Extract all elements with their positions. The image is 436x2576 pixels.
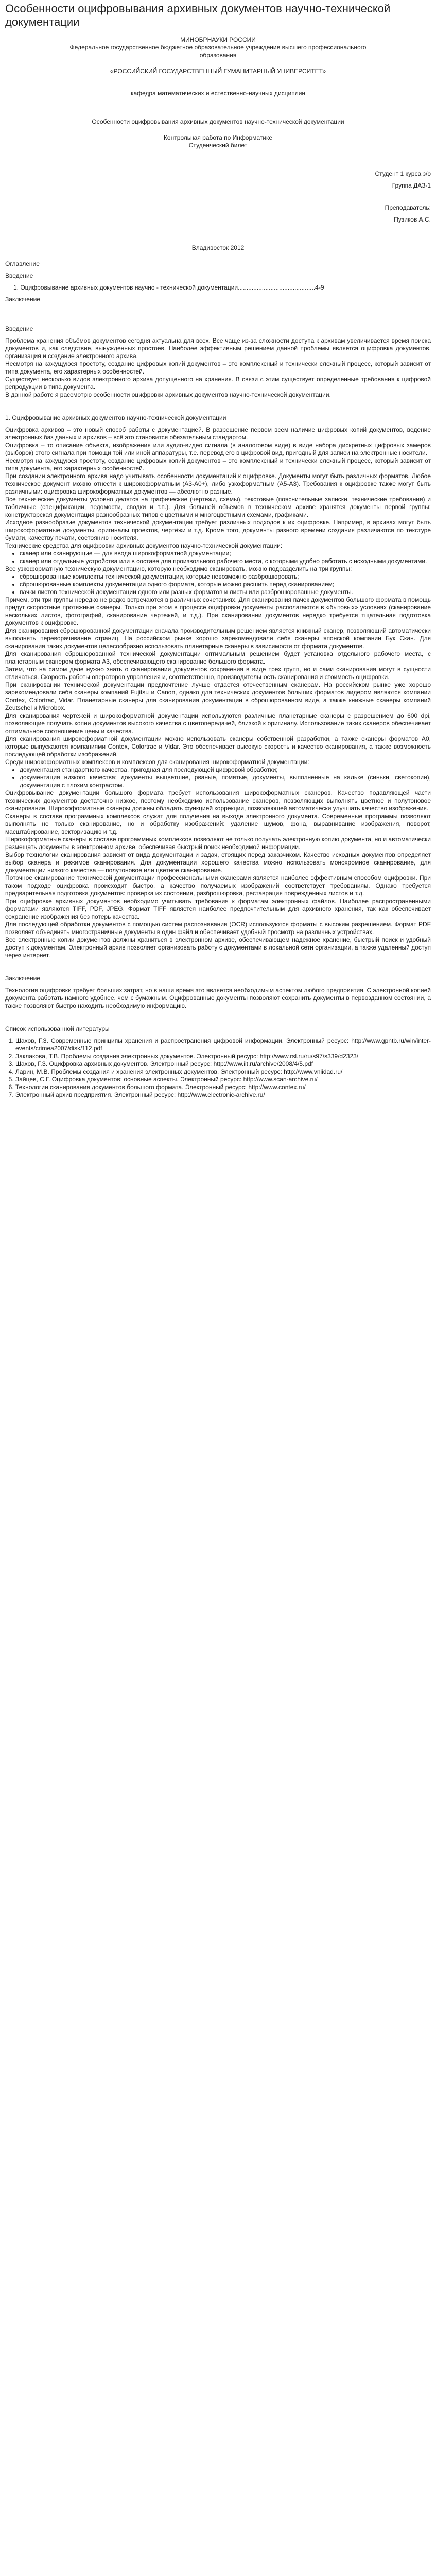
section-paragraph: Оцифровывание документации большого формата требует использования широкоформатных сканеров. Качество подавляющей части технических документов достаточно низкое, поэтому необходимо использование сканеров, позволяющих выполнять цветное и полутоновое сканирование. Широкоформатные сканеры должны обладать функцией коррекции, позволяющей автоматически улучшать качество изображения. bbox=[5, 789, 431, 812]
teacher-label: Преподаватель: bbox=[385, 204, 431, 211]
toc-item bbox=[13, 284, 431, 292]
section-paragraph: Несмотря на кажущуюся простоту, создание цифровых копий документов – это комплексный и технически сложный процесс, который зависит от типа документа, его характерных особенностей. bbox=[5, 457, 431, 472]
list-item: • сброшюрованные комплекты технической документации, которые невозможно разброшюровать; bbox=[20, 573, 431, 581]
reference-item: 1. Шахов, Г.З. Современные принципы хранения и распространения цифровой информации. Электронный ресурс: http://www.gpntb.ru/win/inter-events/crimea2007/disk/112.pdf bbox=[15, 1037, 431, 1053]
intro-paragraph: Несмотря на кажущуюся простоту, создание цифровых копий документов – это комплексный и технически сложный процесс, который зависит от типа документа, его характерных особенностей. bbox=[5, 360, 431, 375]
section-paragraph: При оцифровке архивных документов необходимо учитывать требования к форматам электронных файлов. Наиболее распространенными форматами являются TIFF, PDF, JPEG. Формат TIFF является наиболее предпочтительным для архивного хранения, так как обеспечивает сохранение изображения без потерь качества. bbox=[5, 897, 431, 920]
section-paragraph: Технические средства для оцифровки архивных документов научно-технической документации: bbox=[5, 542, 283, 549]
reference-item: 4. Ларин, М.В. Проблемы создания и хранения электронных документов. Электронный ресурс: http://www.vniidad.ru/ bbox=[15, 1068, 431, 1076]
teacher-name: Пузиков А.С. bbox=[394, 216, 431, 223]
section-paragraph: Оцифровка – то описание объекта, изображения или аудио-видео сигнала (в аналоговом виде) в виде набора дискретных цифровых замеров (выборок) этого сигнала при помощи той или иной аппаратуры, т.е. перевод его в цифровой вид, пригодный для записи на электронные носители. bbox=[5, 442, 431, 456]
work-type: Контрольная работа по Информатике bbox=[163, 134, 273, 141]
list-item: • сканер или сканирующие — для ввода широкоформатной документации; bbox=[20, 550, 431, 557]
student-ticket: Студенческий билет bbox=[188, 142, 248, 149]
intro-heading: Введение bbox=[5, 325, 33, 332]
list-item: • документация стандартного качества, пригодная для последующей цифровой обработки; bbox=[20, 766, 431, 774]
section-paragraph: Затем, что на самом деле нужно знать о сканировании документов сохранения в виде трех групп, но и сами сканирования могут в сущности отличаться. Скорость работы операторов управления и, соответственно, производительность сканирования и стоимость оцифровки. bbox=[5, 666, 431, 681]
toc-intro: Введение bbox=[5, 272, 33, 279]
section-paragraph: Для сканирования широкоформатной документации можно использовать сканеры собственной разработки, а также сканеры форматов A0, которые выпускаются компаниями Contex, Colortrac и Vidar. Это обеспечивает высокую скорость и качество сканирования, а также возможность последующей обработки изображений. bbox=[5, 735, 431, 758]
section-paragraph: При сканировании технической документации предпочтение лучше отдается отечественным сканерам. На российском рынке уже хорошо зарекомендовали себя сканеры компаний Fujitsu и Canon, однако для технических документов больших форматов лидером являются компании Contex, Colortrac, Vidar. Планетарные сканеры для сканирования документации в сброшюрованном виде, а также книжные сканеры компаний Zeutschel и Microbox. bbox=[5, 681, 431, 711]
reference-item: 5. Зайцев, С.Г. Оцифровка документов: основные аспекты. Электронный ресурс: http://www.scan-archive.ru/ bbox=[15, 1076, 431, 1083]
section-paragraph: Широкоформатные сканеры в составе программных комплексов позволяют не только получать электронную копию документа, но и автоматически размещать документы в электронном архиве, обеспечивая быстрый поиск необходимой информации. bbox=[5, 836, 431, 851]
document-page bbox=[0, 2, 436, 1107]
main-section bbox=[5, 414, 431, 959]
section-paragraph: Оцифровка архивов – это новый способ работы с документацией. В разрешение первом всем наличие цифровых копий документов, ведение электронных баз данных и архивов – всё это становится обязательным стандартом. bbox=[5, 426, 431, 441]
section-paragraph: Среди широкоформатных комплексов и комплексов для сканирования широкоформатной документации: bbox=[5, 758, 309, 766]
section-paragraph: Все электронные копии документов должны храниться в электронном архиве, обеспечивающем надежное хранение, быстрый поиск и удобный доступ к документам. Электронный архив позволяет организовать работу с документами в локальной сети организации, а также удаленный доступ через интернет. bbox=[5, 936, 431, 959]
list-item: • сброшюрованные комплекты документации одного формата, которые можно расшить перед сканированием; bbox=[20, 581, 431, 588]
city-year: Владивосток 2012 bbox=[191, 244, 245, 251]
section-paragraph: Для последующей обработки документов с помощью систем распознавания (OCR) используются форматы с высоким разрешением. Формат PDF позволяет объединять многостраничные документы в один файл и обеспечивает удобный просмотр на различных устройствах. bbox=[5, 921, 431, 936]
toc-item-text: 1. Оцифровывание архивных документов научно - технической документации.............................................4-9 bbox=[13, 284, 324, 291]
list-item: • пачки листов технической документации одного или разных форматов и листы или разброшюрованные документы. bbox=[20, 588, 431, 596]
toc-heading: Оглавление bbox=[5, 260, 40, 267]
document-groups-list bbox=[20, 573, 431, 596]
conclusion-section bbox=[5, 975, 431, 1010]
student-course: Студент 1 курса з/о bbox=[375, 170, 431, 177]
reference-item: 7. Электронный архив предприятия. Электронный ресурс: http://www.electronic-archive.ru/ bbox=[15, 1091, 431, 1099]
section-paragraph: Для сканирования чертежей и широкоформатной документации используются различные планетарные сканеры с разрешением до 600 dpi, позволяющие получать копии документов высокого качества с цветопередачей, близкой к оригиналу. Использование таких сканеров обеспечивает оптимальное соотношение цены и качества. bbox=[5, 712, 431, 735]
ministry: МИНОБРНАУКИ РОССИИ bbox=[180, 36, 256, 43]
section-paragraph: Все технические документы условно делятся на графические (чертежи, схемы), текстовые (пояснительные записки, технические требования) и табличные (спецификации, ведомости, сводки и т.п.). Для большей объёмов в техническом архиве хранятся документы первой группы: конструкторская документация разнообразных типов с цветными и многоцветными схемами, графиками. bbox=[5, 496, 431, 518]
intro-paragraph: Проблема хранения объёмов документов сегодня актуальна для всех. Все чаще из-за сложности доступа к архивам увеличивается время поиска документов и, как следствие, вынужденных простоев. Наиболее эффективным решением данной проблемы является оцифровка документов, организация и создание электронного архива. bbox=[5, 337, 431, 360]
references-section bbox=[5, 1025, 431, 1099]
reference-item: 2. Заклакова, Т.В. Проблемы создания электронных документов. Электронный ресурс: http://www.rsl.ru/ru/s97/s339/d2323/ bbox=[15, 1053, 431, 1060]
page-title: Особенности оцифровывания архивных документов научно-технической документации bbox=[5, 2, 391, 28]
section-paragraph: Исходное разнообразие документов технической документации требует различных подходов к их оцифровке. Например, в архивах могут быть широкоформатные документы, оригиналы проектов, чертёжи и т.д. Кроме того, документы разного времени создания различаются по текстуре бумаги, качеству печати, состоянию носителя. bbox=[5, 519, 431, 541]
department-name: кафедра математических и естественно-научных дисциплин bbox=[130, 90, 306, 97]
intro-section bbox=[5, 325, 431, 399]
quality-list bbox=[20, 766, 431, 789]
section-paragraph: При создании электронного архива надо учитывать особенности документаций к оцифровке. Документы могут быть различных форматов. Любое техническое документ можно отнести к широкоформатным (A3-A0+), либо узкоформатным (A5-A3). Требования к оцифровке также могут быть различными: оцифровка широкоформатных документов — абсолютно разные. bbox=[5, 472, 431, 495]
list-item: • документация низкого качества: документы выцветшие, рваные, помятые, документы, выполненные на кальке (синьки, светокопии), документация с плохим контрастом. bbox=[20, 774, 431, 789]
intro-paragraph: В данной работе я рассмотрю особенности оцифровки архивных документов научно-технической документации. bbox=[5, 391, 331, 398]
list-item: • сканер или отдельные устройства или в составе для произвольного рабочего места, с которыми удобно работать с исходными документами. bbox=[20, 557, 431, 565]
section-paragraph: Сканеры в составе программных комплексов служат для получения на выходе электронного документа. Современные программы позволяют выполнять не только сканирование, но и обработку изображений: удаление шумов, фона, выравнивание изображения, поворот, масштабирование, векторизацию и т.д. bbox=[5, 812, 431, 835]
toc-conclusion: Заключение bbox=[5, 296, 40, 303]
intro-paragraph: Существует несколько видов электронного архива допущенного на хранения. В связи с этим существует определенные требования к цифровой репродукции в типа документа. bbox=[5, 376, 431, 391]
section-heading: 1. Оцифровывание архивных документов научно-технической документации bbox=[5, 414, 226, 421]
title-block bbox=[5, 36, 431, 149]
table-of-contents bbox=[5, 260, 431, 303]
student-group: Группа ДАЗ-1 bbox=[392, 182, 431, 189]
references-list bbox=[15, 1037, 431, 1099]
reference-item: 3. Шахов, Г.З. Оцифровка архивных документов. Электронный ресурс: http://www.iit.ru/archive/2008/4/5.pdf bbox=[15, 1060, 431, 1068]
section-paragraph: Выбор технологии сканирования зависит от вида документации и задач, стоящих перед заказчиком. Качество исходных документов определяет выбор сканера и режимов сканирования. Для документации хорошего качества можно использовать монохромное сканирование, для документации низкого качества — полутоновое или цветное сканирование. bbox=[5, 851, 431, 874]
equipment-list bbox=[20, 550, 431, 565]
conclusion-paragraph: Технология оцифровки требует больших затрат, но в наши время это является необходимым аспектом любого предприятия. С электронной копией документа работать намного удобнее, чем с бумажным. Оцифрованные документы позволяют сохранить документы в первозданном состоянии, а также позволяют быстро находить необходимую информацию. bbox=[5, 987, 431, 1009]
reference-item: 6. Технологии сканирования документов большого формата. Электронный ресурс: http://www.contex.ru/ bbox=[15, 1083, 431, 1091]
section-paragraph: Все узкоформатную техническую документацию, которую необходимо сканировать, можно подразделить на три группы: bbox=[5, 565, 352, 572]
university-name: «РОССИЙСКИЙ ГОСУДАРСТВЕННЫЙ ГУМАНИТАРНЫЙ УНИВЕРСИТЕТ» bbox=[110, 67, 326, 75]
student-info bbox=[5, 170, 431, 224]
section-paragraph: Для сканирования сброшюрованной технической документации оптимальным решением будет установка отдельного рабочего места, с планетарным сканером формата A3, обеспечивающего сканирование большого формата. bbox=[5, 650, 431, 665]
conclusion-heading: Заключение bbox=[5, 975, 40, 982]
institution-type: Федеральное государственное бюджетное образовательное учреждение высшего профессионального образования bbox=[69, 44, 367, 59]
section-paragraph: Причем, эти три группы нередко не редко встречаются в различных сочетаниях. Для сканирования пачек документов большого формата в помощь придут скоростные протяжные сканеры. Только при этом в процессе оцифровки документы располагаются в «бытовых» условиях (сканирование нескольких листов, фотографий, сканирование чертежей, и т.д.). При сканировании документов нередко требуется тщательная подготовка документов к оцифровке. bbox=[5, 596, 431, 626]
section-paragraph: Поточное сканирование технической документации профессиональными сканерами является наиболее эффективным способом оцифровки. При таком подходе оцифровка происходит быстро, а качество получаемых изображений соответствует требованиям. Однако требуется предварительная подготовка документов: проверка их состояния, разброшюровка, реставрация поврежденных листов и т.д. bbox=[5, 874, 431, 897]
references-heading: Список использованной литературы bbox=[5, 1025, 110, 1032]
work-topic: Особенности оцифровывания архивных документов научно-технической документации bbox=[92, 118, 344, 125]
section-paragraph: Для сканирования сброшюрованной документации сначала производительным решением является книжный сканер, позволяющий автоматически выполнять переворачивание страниц. На российском рынке хорошо зарекомендовали себя сканеры японской компании Бук Скан. Для сканирования таких документов целесообразно использовать планетарные сканеры в зависимости от формата документов. bbox=[5, 627, 431, 650]
